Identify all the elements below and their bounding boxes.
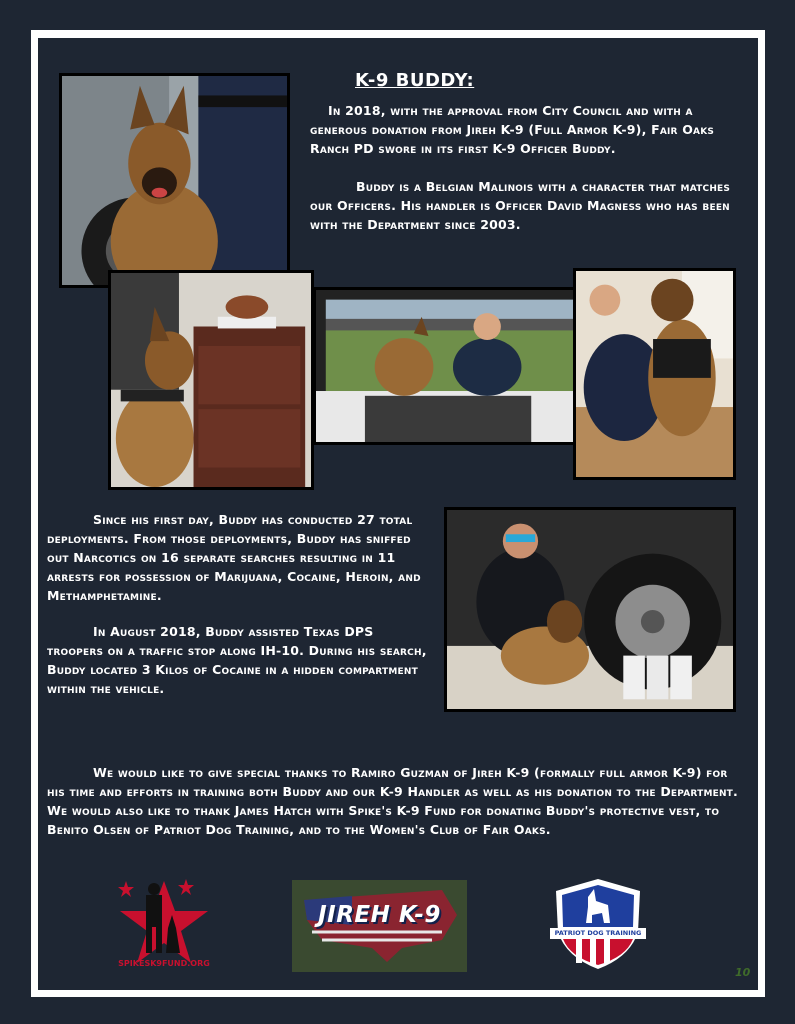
photo-buddy-utv: [313, 287, 590, 445]
photo-buddy-hug: [573, 268, 736, 480]
spikes-k9-fund-logo: [118, 873, 210, 973]
stats-paragraph-2: In August 2018, Buddy assisted Texas DPS troopers on a traffic stop along IH-10. During his search, Buddy located 3 Kilos of Cocaine in a hidden compartment within the vehicle.: [47, 624, 427, 696]
intro-paragraph-2: Buddy is a Belgian Malinois with a character that matches our Officers. His handler is Officer David Magness who has been with the Department since 2003.: [310, 179, 731, 232]
intro-paragraph-1: In 2018, with the approval from City Council and with a generous donation from Jireh K-9 (Full Armor K-9), Fair Oaks Ranch PD swore in its first K-9 Officer Buddy.: [310, 103, 715, 156]
page-number: 10: [735, 966, 751, 979]
photo-buddy-cocaine-seizure: [444, 507, 736, 712]
photo-buddy-office: [108, 270, 314, 490]
stats-paragraph-1: Since his first day, Buddy has conducted 27 total deployments. From those deployments, Buddy has sniffed out Narcotics on 16 separate searches resulting in 11 arrests for possession of Marijuana, Cocaine, Heroin, and Methamphetamine.: [47, 512, 421, 603]
page-title: K-9 BUDDY:: [355, 70, 475, 91]
photo-buddy-patrol-car: [59, 73, 290, 288]
patriot-logo-text: PATRIOT DOG TRAINING: [554, 929, 642, 937]
thanks-paragraph: We would like to give special thanks to Ramiro Guzman of Jireh K-9 (formally full armor K-9) for his time and efforts in training both Buddy and our K-9 Handler as well as his donation to the Department. We would also like to thank James Hatch with Spike's K-9 Fund for donating Buddy's protective vest, to Benito Olsen of Patriot Dog Training, and to the Women's Club of Fair Oaks.: [47, 765, 738, 837]
spikes-logo-caption: SPIKESK9FUND.ORG: [118, 959, 210, 968]
jireh-logo-text: JIREH K-9: [318, 902, 441, 928]
patriot-dog-training-logo: [548, 877, 648, 969]
jireh-k9-logo: [292, 880, 467, 972]
